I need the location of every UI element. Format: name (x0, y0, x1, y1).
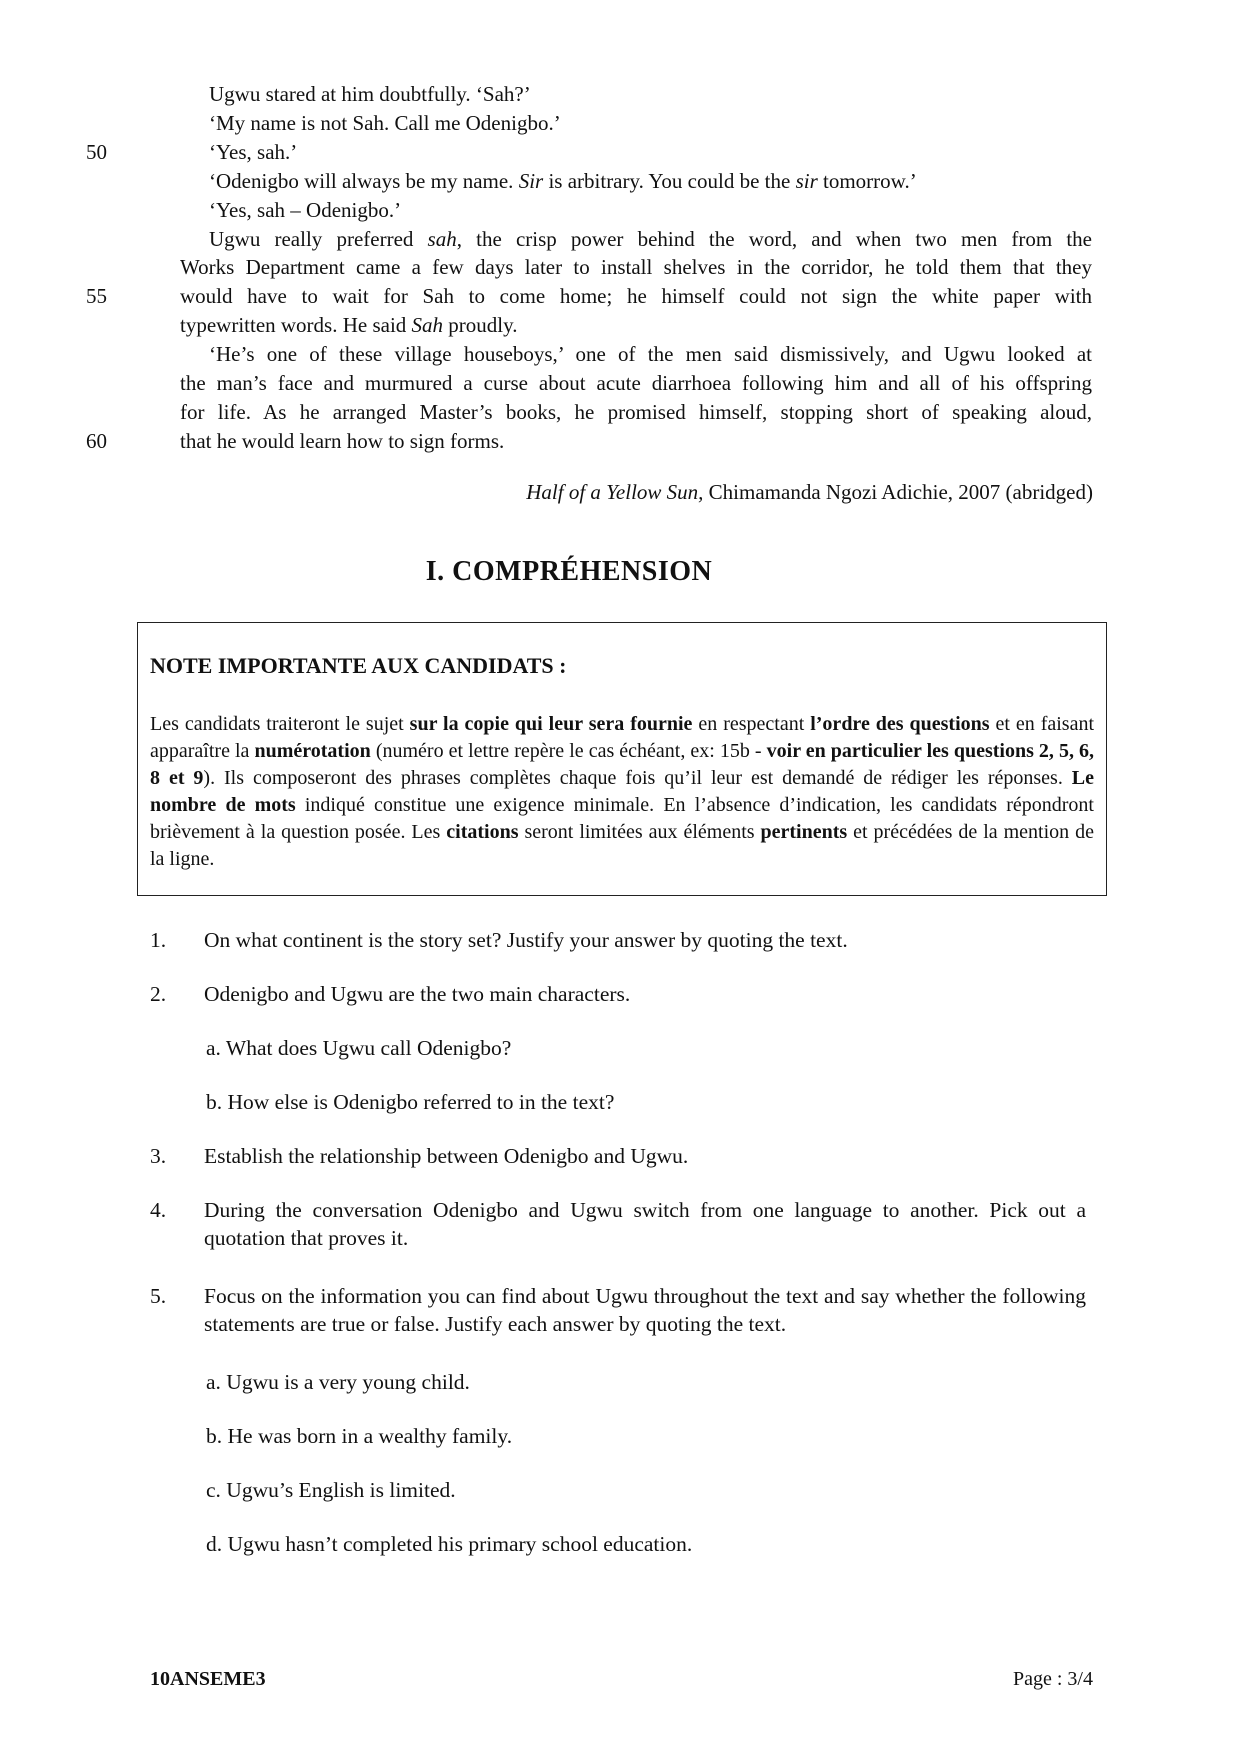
passage-line (0, 80, 1240, 108)
note-box (137, 622, 1107, 896)
passage-line (0, 427, 1240, 455)
sub-question: b. He was born in a wealthy family. (206, 1424, 513, 1448)
question-number: 3. (150, 1144, 167, 1168)
passage-line (0, 340, 1240, 368)
passage-line (0, 167, 1240, 195)
note-title: NOTE IMPORTANTE AUX CANDIDATS : (150, 653, 567, 678)
question-text: Odenigbo and Ugwu are the two main characters. (204, 982, 631, 1006)
passage-text: that he would learn how to sign forms. (180, 428, 505, 453)
passage-text: ‘Yes, sah – Odenigbo.’ (209, 197, 402, 222)
passage-text: typewritten words. He said Sah proudly. (180, 313, 518, 338)
question-text: Establish the relationship between Odenigbo and Ugwu. (204, 1144, 689, 1168)
question-number: 2. (150, 982, 167, 1006)
line-number: 50 (86, 139, 107, 164)
line-number: 60 (86, 428, 107, 453)
passage-line (0, 282, 1240, 310)
sub-question: d. Ugwu hasn’t completed his primary school education. (206, 1532, 693, 1556)
question-text: Focus on the information you can find about Ugwu throughout the text and say whether the following statements are true or false. Justify each answer by quoting the text. (204, 1284, 1086, 1336)
passage-text: ‘Odenigbo will always be my name. Sir is arbitrary. You could be the sir tomorrow.’ (209, 168, 917, 193)
question-number: 1. (150, 928, 167, 952)
sub-question: c. Ugwu’s English is limited. (206, 1478, 456, 1502)
passage-line (0, 311, 1240, 339)
sub-question: a. Ugwu is a very young child. (206, 1370, 470, 1394)
footer-code: 10ANSEME3 (150, 1668, 266, 1690)
passage-text: Ugwu stared at him doubtfully. ‘Sah?’ (209, 82, 531, 106)
passage-text: Works Department came a few days later to install shelves in the corridor, he told them that they (180, 255, 1092, 280)
note-body: Les candidats traiteront le sujet sur la copie qui leur sera fournie en respectant l’ordre des questions et en faisant apparaître la numérotation (numéro et lettre repère le cas échéant, ex: 15b - voir en particulier les questions 2, 5, 6, 8 et 9). Ils composeront des phrases complètes chaque fois qu’il leur est demandé de rédiger les réponses. Le nombre de mots indiqué constitue une exigence minimale. En l’absence d’indication, les candidats répondront brièvement à la question posée. Les citations seront limitées aux éléments pertinents et précédées de la mention de la ligne. (150, 713, 1095, 870)
passage-line (0, 225, 1240, 253)
passage-text: the man’s face and murmured a curse about acute diarrhoea following him and all of his offspring (180, 371, 1092, 395)
source-citation (526, 478, 1093, 506)
passage-line (0, 109, 1240, 137)
passage-text: ‘Yes, sah.’ (209, 139, 298, 164)
passage-line (0, 253, 1240, 281)
source-title: Half of a Yellow Sun, (526, 480, 704, 504)
footer-page-number: Page : 3/4 (1013, 1668, 1093, 1690)
question-number: 4. (150, 1198, 167, 1222)
sub-question: a. What does Ugwu call Odenigbo? (206, 1036, 512, 1060)
source-author-date: Chimamanda Ngozi Adichie, 2007 (abridged) (703, 480, 1093, 504)
passage-text: for life. As he arranged Master’s books, he promised himself, stopping short of speaking aloud, (180, 399, 1092, 424)
question-text: On what continent is the story set? Justify your answer by quoting the text. (204, 928, 848, 952)
question-text: During the conversation Odenigbo and Ugwu switch from one language to another. Pick out a quotation that proves it. (204, 1198, 1086, 1250)
passage-line (0, 138, 1240, 166)
sub-question: b. How else is Odenigbo referred to in the text? (206, 1090, 615, 1114)
question-number: 5. (150, 1284, 167, 1308)
line-number: 55 (86, 284, 107, 309)
passage-line (0, 369, 1240, 397)
passage-line (0, 196, 1240, 224)
passage-text: ‘My name is not Sah. Call me Odenigbo.’ (209, 110, 561, 135)
passage-text: Ugwu really preferred sah, the crisp power behind the word, and when two men from the (209, 226, 1092, 251)
passage-text: ‘He’s one of these village houseboys,’ one of the men said dismissively, and Ugwu looked at (209, 342, 1092, 367)
passage-line (0, 398, 1240, 426)
passage-text: would have to wait for Sah to come home; he himself could not sign the white paper with (180, 284, 1092, 309)
section-title: I. COMPRÉHENSION (425, 556, 713, 587)
